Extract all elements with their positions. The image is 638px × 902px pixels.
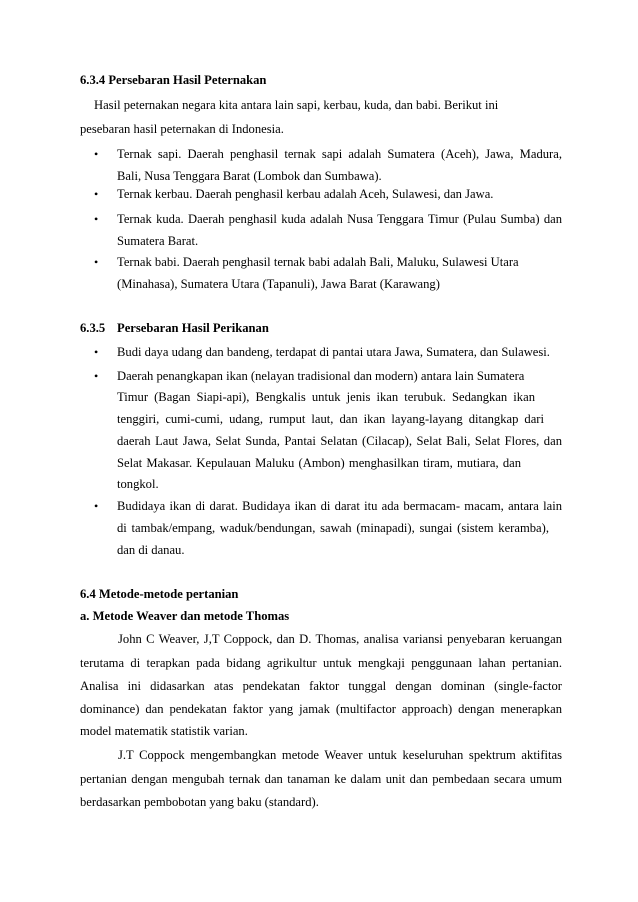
- list-item-kuda-line-1: Ternak kuda. Daerah penghasil kuda adalah Nusa Tenggara Timur (Pulau Sumba) dan: [117, 212, 562, 226]
- list-item-kerbau: Ternak kerbau. Daerah penghasil kerbau adalah Aceh, Sulawesi, dan Jawa.: [117, 187, 494, 201]
- list-item-budidaya-darat-line-2: di tambak/empang, waduk/bendungan, sawah (minapadi), sungai (sistem keramba),: [117, 521, 549, 535]
- list-item-babi-line-2: (Minahasa), Sumatera Utara (Tapanuli), Jawa Barat (Karawang): [117, 277, 440, 291]
- section-number-6-3-5: 6.3.5: [80, 321, 106, 335]
- section-heading-6-3-4: 6.3.4 Persebaran Hasil Peternakan: [80, 73, 267, 87]
- paragraph-1-line-5: model matematik statistik varian.: [80, 724, 248, 738]
- list-item-sapi-line-1: Ternak sapi. Daerah penghasil ternak sapi adalah Sumatera (Aceh), Jawa, Madura,: [117, 147, 562, 161]
- subsection-heading-metode-weaver: a. Metode Weaver dan metode Thomas: [80, 609, 290, 623]
- bullet-icon: •: [94, 369, 99, 383]
- list-item-babi-line-1: Ternak babi. Daerah penghasil ternak babi adalah Bali, Maluku, Sulawesi Utara: [117, 255, 519, 269]
- bullet-icon: •: [94, 147, 99, 161]
- list-item-kuda-line-2: Sumatera Barat.: [117, 234, 199, 248]
- paragraph-intro-line-1: Hasil peternakan negara kita antara lain sapi, kerbau, kuda, dan babi. Berikut ini: [94, 98, 499, 112]
- bullet-icon: •: [94, 187, 99, 201]
- paragraph-1-line-2: terutama di terapkan pada bidang agrikultur untuk mengkaji penggunaan lahan pertanian.: [80, 656, 562, 670]
- paragraph-intro-line-2: pesebaran hasil peternakan di Indonesia.: [80, 122, 284, 136]
- paragraph-1-line-3: Analisa ini didasarkan atas pendekatan faktor tunggal dengan dominan (single-factor: [80, 679, 562, 693]
- bullet-icon: •: [94, 255, 99, 269]
- list-item-budidaya-udang: Budi daya udang dan bandeng, terdapat di pantai utara Jawa, Sumatera, dan Sulawesi.: [117, 345, 550, 359]
- bullet-icon: •: [94, 499, 99, 513]
- list-item-penangkapan-line-4: daerah Laut Jawa, Selat Sunda, Pantai Selatan (Cilacap), Selat Bali, Selat Flores, dan: [117, 434, 562, 448]
- list-item-penangkapan-line-3: tenggiri, cumi-cumi, udang, rumput laut, dan ikan layang-layang ditangkap dari: [117, 412, 544, 426]
- list-item-sapi-line-2: Bali, Nusa Tenggara Barat (Lombok dan Sumbawa).: [117, 169, 382, 183]
- list-item-penangkapan-line-1: Daerah penangkapan ikan (nelayan tradisional dan modern) antara lain Sumatera: [117, 369, 525, 383]
- paragraph-2-line-1: J.T Coppock mengembangkan metode Weaver untuk keseluruhan spektrum aktifitas: [118, 748, 562, 762]
- paragraph-2-line-2: pertanian dengan mengubah ternak dan tanaman ke dalam unit dan pembedaan secara umum: [80, 772, 562, 786]
- list-item-budidaya-darat-line-3: dan di danau.: [117, 543, 185, 557]
- list-item-penangkapan-line-2: Timur (Bagan Siapi-api), Bengkalis untuk jenis ikan terubuk. Sedangkan ikan: [117, 390, 535, 404]
- paragraph-1-line-1: John C Weaver, J,T Coppock, dan D. Thomas, analisa variansi penyebaran keruangan: [118, 632, 562, 646]
- section-heading-6-4: 6.4 Metode-metode pertanian: [80, 587, 239, 601]
- section-heading-6-3-5: Persebaran Hasil Perikanan: [117, 321, 269, 335]
- bullet-icon: •: [94, 345, 99, 359]
- bullet-icon: •: [94, 212, 99, 226]
- paragraph-1-line-4: dominance) dan pendekatan faktor yang jamak (multifactor approach) dengan menerapkan: [80, 702, 562, 716]
- list-item-penangkapan-line-5: Selat Makasar. Kepulauan Maluku (Ambon) menghasilkan tiram, mutiara, dan: [117, 456, 521, 470]
- list-item-budidaya-darat-line-1: Budidaya ikan di darat. Budidaya ikan di darat itu ada bermacam- macam, antara lain: [117, 499, 562, 513]
- list-item-penangkapan-line-6: tongkol.: [117, 477, 159, 491]
- paragraph-2-line-3: berdasarkan pembobotan yang baku (standard).: [80, 795, 319, 809]
